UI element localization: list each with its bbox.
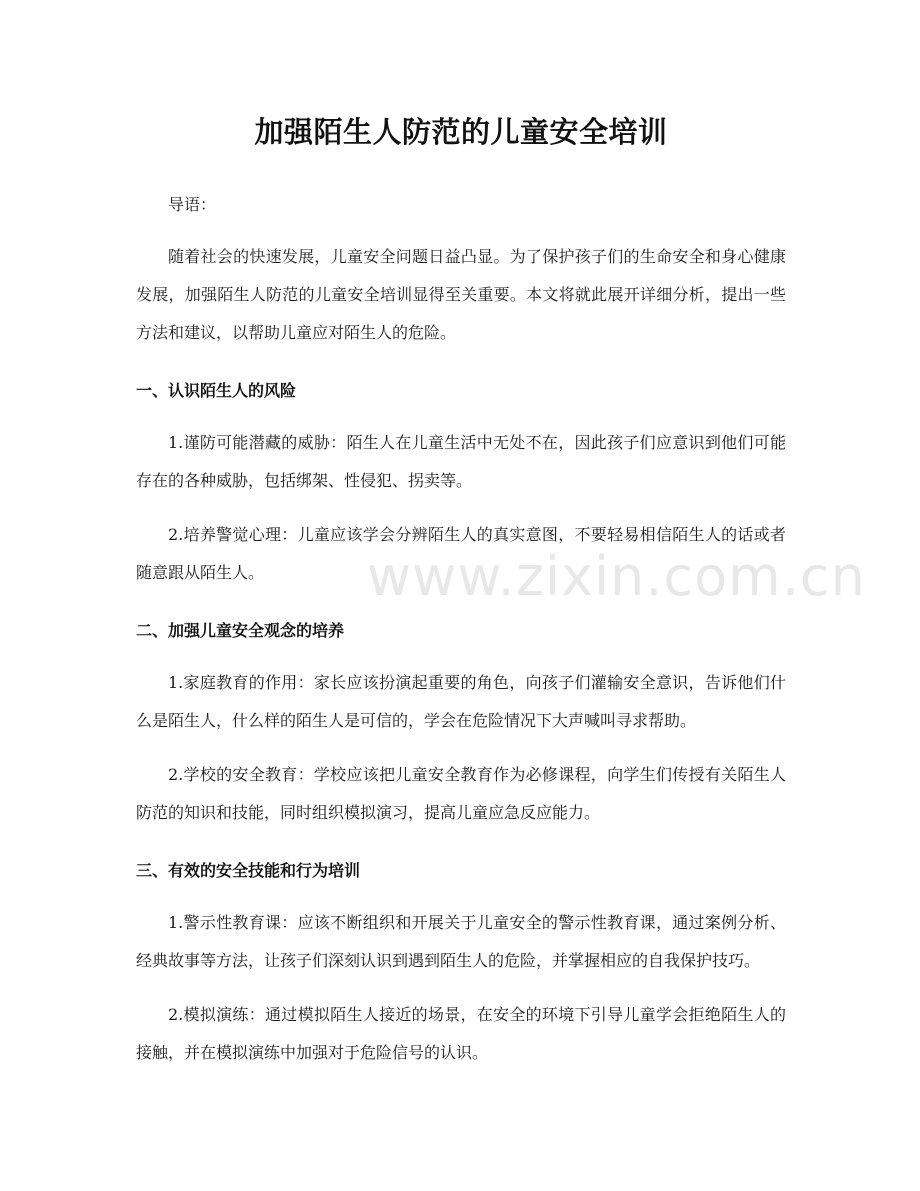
section-risk-awareness [136,372,786,592]
section-heading: 三、有效的安全技能和行为培训 [136,861,361,880]
watermark: www.zixin.com.cn [367,545,866,608]
section-paragraph: 1.警示性教育课：应该不断组织和开展关于儿童安全的警示性教育课，通过案例分析、经典故事等方法，让孩子们深刻认识到遇到陌生人的危险，并掌握相应的自我保护技巧。 [136,913,786,970]
section-paragraph: 1.谨防可能潜藏的威胁：陌生人在儿童生活中无处不在，因此孩子们应意识到他们可能存在的各种威胁，包括绑架、性侵犯、拐卖等。 [136,433,786,490]
intro-label: 导语： [168,195,217,214]
section-paragraph: 2.培养警觉心理：儿童应该学会分辨陌生人的真实意图，不要轻易相信陌生人的话或者随意跟从陌生人。 [136,525,786,582]
section-paragraph: 2.学校的安全教育：学校应该把儿童安全教育作为必修课程，向学生们传授有关陌生人防范的知识和技能，同时组织模拟演习，提高儿童应急反应能力。 [136,765,786,822]
section-heading: 一、认识陌生人的风险 [136,381,297,400]
section-heading: 二、加强儿童安全观念的培养 [136,621,345,640]
document-title: 加强陌生人防范的儿童安全培训 [254,115,668,149]
section-paragraph: 2.模拟演练：通过模拟陌生人接近的场景，在安全的环境下引导儿童学会拒绝陌生人的接触，并在模拟演练中加强对于危险信号的认识。 [136,1005,786,1062]
section-safety-awareness [136,612,786,832]
section-skills-training [136,852,786,1072]
intro-paragraph: 随着社会的快速发展，儿童安全问题日益凸显。为了保护孩子们的生命安全和身心健康发展，加强陌生人防范的儿童安全培训显得至关重要。本文将就此展开详细分析，提出一些方法和建议，以帮助儿童应对陌生人的危险。 [136,247,786,342]
section-paragraph: 1.家庭教育的作用：家长应该扮演起重要的角色，向孩子们灌输安全意识，告诉他们什么是陌生人，什么样的陌生人是可信的，学会在危险情况下大声喊叫寻求帮助。 [136,673,786,730]
